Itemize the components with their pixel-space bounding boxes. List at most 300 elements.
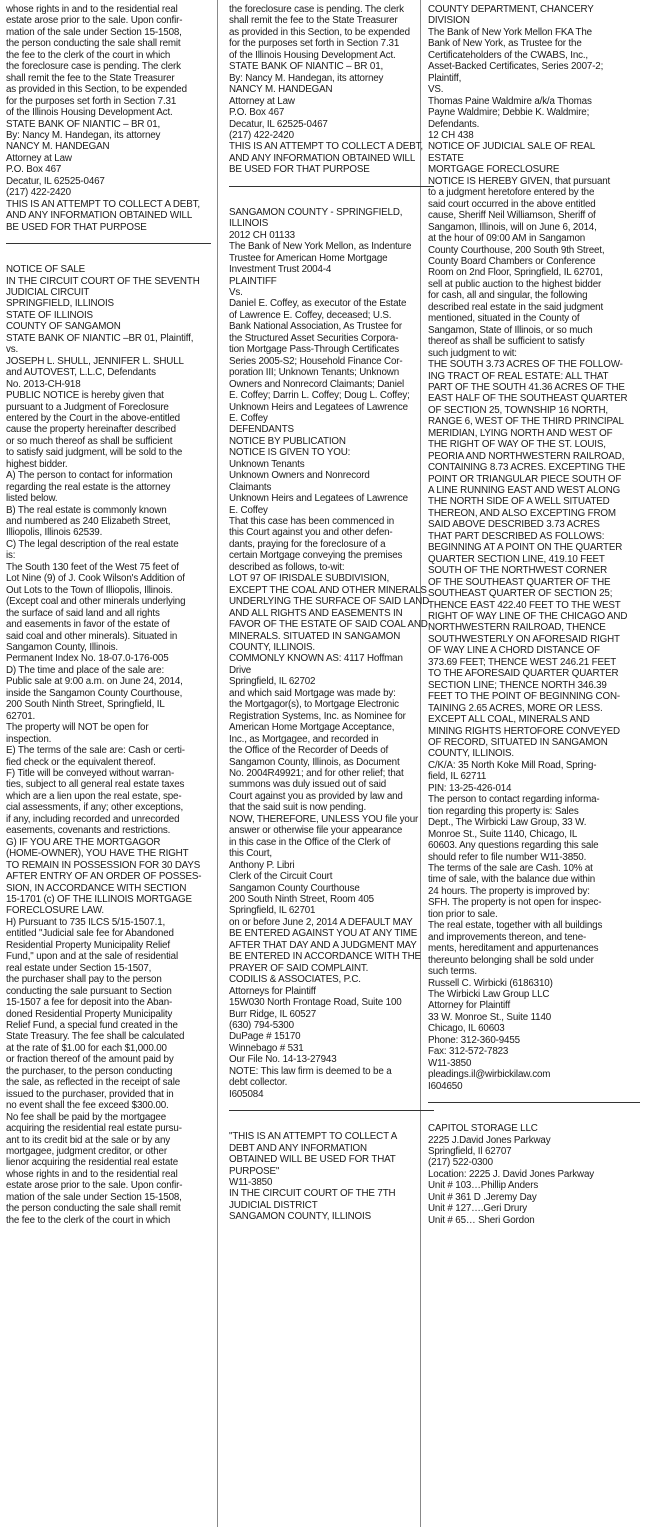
notice-text-line: COUNTY OF SANGAMON (6, 321, 121, 333)
notice-text-line: Dept., The Wirbicki Law Group, 33 W. (428, 817, 587, 829)
notice-text-line: (217) 422-2420 (6, 187, 71, 199)
notice-text-line: issued to the purchaser, provided that in (6, 1088, 174, 1100)
notice-text-line: tion prior to sale. (428, 908, 498, 920)
notice-text-line: should refer to file number W11-3850. (428, 851, 587, 863)
notice-text-line: Residential Property Municipality Relief (6, 939, 170, 951)
notice-text-line: NANCY M. HANDEGAN (229, 84, 333, 96)
notice-text-line: Phone: 312-360-9455 (428, 1034, 520, 1046)
notice-text-line: STATE BANK OF NIANTIC – BR 01, (229, 61, 384, 73)
notice-text-line: EXCEPT THE COAL AND OTHER MINERALS (229, 584, 427, 596)
notice-text-line: Relief Fund, a special fund created in the (6, 1019, 178, 1031)
notice-text-line: Springfield, Il 62707 (428, 1145, 512, 1157)
notice-text-line: entitled "Judicial sale fee for Abandoned (6, 928, 174, 940)
notice-text-line: RANGE 6, WEST OF THE THIRD PRINCIPAL (428, 416, 624, 428)
notice-text-line: NOTICE BY PUBLICATION (229, 435, 346, 447)
notice-text-line: lienor acquiring the residential real estate (6, 1157, 179, 1169)
notice-text-line: or fraction thereof of the amount paid by (6, 1054, 174, 1066)
notice-text-line: 33 W. Monroe St., Suite 1140 (428, 1011, 552, 1023)
notice-text-line: SOUTHWESTERLY ON AFORESAID RIGHT (428, 633, 620, 645)
notice-text-line: Attorney at Law (229, 95, 295, 107)
notice-text-line: Thomas Paine Waldmire a/k/a Thomas (428, 95, 592, 107)
notice-text-line: 200 South Ninth Street, Springfield, IL (6, 699, 165, 711)
notice-text-line: COUNTY, ILLINOIS. (428, 748, 515, 760)
notice-text-line: fied check or the equivalent thereof. (6, 756, 156, 768)
notice-text-line: the person conducting the sale shall remit (6, 1203, 181, 1215)
notice-text-line: AND ANY INFORMATION OBTAINED WILL (229, 152, 416, 164)
notice-text-line: Attorney at Law (6, 152, 72, 164)
notice-text-line: at the rate of $1.00 for each $1,000.00 (6, 1042, 167, 1054)
notice-text-line: The Bank of New York Mellon FKA The (428, 26, 592, 38)
notice-text-line: THEREON, AND ALSO EXCEPTING FROM (428, 507, 616, 519)
notice-text-line: PIN: 13-25-426-014 (428, 782, 512, 794)
notice-text-line: SION, IN ACCORDANCE WITH SECTION (6, 882, 187, 894)
notice-text-line: or so much thereof as shall be sufficient (6, 435, 173, 447)
notice-text-line: DIVISION (428, 15, 470, 27)
notice-text-line: Clerk of the Circuit Court (229, 871, 333, 883)
notice-text-line: and AUTOVEST, L.L.C, Defendants (6, 367, 156, 379)
notice-text-line: (630) 794-5300 (229, 1019, 294, 1031)
notice-text-line: estate arose prior to the sale. Upon confir- (6, 15, 183, 27)
notice-text-line: IN THE CIRCUIT COURT OF THE SEVENTH (6, 275, 200, 287)
notice-text-line: Springfield, IL 62702 (229, 676, 316, 688)
notice-text-line: C/K/A: 35 North Koke Mill Road, Spring- (428, 759, 597, 771)
notice-text-line: Location: 2225 J. David Jones Parkway (428, 1168, 594, 1180)
notice-text-line: THE NORTH SIDE OF A WELL SITUATED (428, 496, 610, 508)
notice-gap (229, 1120, 434, 1131)
notice-separator-rule (229, 176, 434, 196)
notice-text-line: The South 130 feet of the West 75 feet of (6, 561, 179, 573)
notice-text-line: SOUTH OF THE NORTHWEST CORNER (428, 565, 608, 577)
notice-text-line: THE RIGHT OF WAY OF THE ST. LOUIS, (428, 439, 606, 451)
notice-text-line: By: Nancy M. Handegan, its attorney (229, 72, 384, 84)
notice-text-line: Sangamon County, Illinois, as Document (229, 756, 400, 768)
notice-text-line: and numbered as 240 Elizabeth Street, (6, 516, 171, 528)
notice-text-line: whose rights in and to the residential real (6, 1168, 178, 1180)
notice-text-line: FAVOR OF THE ESTATE OF SAID COAL AND (229, 619, 428, 631)
notice-text-line: The Wirbicki Law Group LLC (428, 988, 550, 1000)
notice-text-line: Unknown Tenants (229, 458, 305, 470)
notice-text-line: E) The terms of the sale are: Cash or certi- (6, 745, 185, 757)
notice-text-line: NOTE: This law firm is deemed to be a (229, 1065, 392, 1077)
notice-text-line: easements, covenants and restrictions. (6, 825, 171, 837)
notice-text-line: Unknown Heirs and Legatees of Lawrence (229, 401, 408, 413)
notice-text-line: the purchaser, to the person conducting (6, 1065, 173, 1077)
notice-text-line: OF RECORD, SITUATED IN SANGAMON (428, 737, 608, 748)
notice-text-line: highest bidder. (6, 458, 68, 470)
notice-text-line: B) The real estate is commonly known (6, 504, 167, 516)
notice-text-line: No fee shall be paid by the mortgagee (6, 1111, 167, 1123)
notice-text-line: D) The time and place of the sale are: (6, 664, 165, 676)
notice-text-line: OF THE SOUTHEAST QUARTER OF THE (428, 576, 611, 588)
notice-text-line: (HOME-OWNER), YOU HAVE THE RIGHT (6, 848, 189, 860)
notice-text-line: field, IL 62711 (428, 771, 487, 783)
notice-text-line: which are a lien upon the real estate, spe- (6, 790, 182, 802)
notice-text-line: COUNTY DEPARTMENT, CHANCERY (428, 4, 594, 15)
notice-text-line: 62701. (6, 710, 36, 722)
notice-text-line: mortgagee, judgment creditor, or other (6, 1145, 167, 1157)
notice-text-line: JUDICIAL CIRCUIT (6, 286, 90, 298)
notice-text-line: American Home Mortgage Acceptance, (229, 722, 395, 734)
notice-text-line: tion Mortgage Pass-Through Certificates (229, 344, 400, 356)
notice-text-line: SECTION LINE; THENCE NORTH 346.39 (428, 679, 607, 691)
notice-text-line: STATE OF ILLINOIS (6, 309, 93, 321)
notice-text-line: that the said suit is now pending. (229, 802, 367, 814)
notice-text-line: as provided in this Section, to be expended (6, 84, 187, 96)
notice-text-line: 15W030 North Frontage Road, Suite 100 (229, 997, 402, 1009)
notice-text-line: 200 South Ninth Street, Room 405 (229, 893, 374, 905)
notice-text-line: said court occurred in the above entitled (428, 198, 596, 210)
notice-separator-rule (428, 1092, 640, 1112)
notice-text-line: The person to contact regarding informa- (428, 794, 600, 806)
notice-text-line: E. Coffey (229, 412, 268, 424)
notice-text-line: regarding the real estate is the attorney (6, 481, 171, 493)
notice-text-line: G) IF YOU ARE THE MORTGAGOR (6, 836, 161, 848)
notice-text-line: Claimants (229, 481, 272, 493)
notice-text-line: Public sale at 9:00 a.m. on June 24, 2014, (6, 676, 183, 688)
legal-notice-block (428, 4, 640, 1092)
notice-text-line: The Bank of New York Mellon, as Indenture (229, 241, 412, 253)
notice-text-line: time of sale, with the balance due within (428, 874, 596, 886)
notice-text-line: the Mortgagor(s), to Mortgage Electronic (229, 699, 399, 711)
notice-text-line: THIS IS AN ATTEMPT TO COLLECT A DEBT, (229, 141, 423, 153)
column-2 (229, 4, 434, 1223)
notice-text-line: DEBT AND ANY INFORMATION (229, 1142, 367, 1154)
notice-text-line: Certificateholders of the CWABS, Inc., (428, 49, 589, 61)
notice-text-line: H) Pursuant to 735 ILCS 5/15-1507.1, (6, 916, 166, 928)
notice-text-line: NOTICE IS GIVEN TO YOU: (229, 447, 351, 459)
notice-text-line: THENCE EAST 422.40 FEET TO THE WEST (428, 599, 621, 611)
notice-text-line: 15-1507 a fee for deposit into the Aban- (6, 997, 173, 1009)
notice-text-line: shall remit the fee to the State Treasurer (229, 15, 398, 27)
notice-text-line: 2012 CH 01133 (229, 229, 295, 241)
notice-text-line: County Courthouse, 200 South 9th Street, (428, 244, 605, 256)
notice-text-line: STATE BANK OF NIANTIC –BR 01, Plaintiff, (6, 332, 194, 344)
notice-text-line: listed below. (6, 493, 58, 505)
notice-text-line: Sangamon County, Illinois. (6, 642, 118, 654)
notice-text-line: SAID ABOVE DESCRIBED 3.73 ACRES (428, 519, 600, 531)
notice-text-line: EAST HALF OF THE SOUTHEAST QUARTER (428, 393, 628, 405)
notice-text-line: BE USED FOR THAT PURPOSE (229, 164, 370, 176)
notice-text-line: for the purposes set forth in Section 7.31 (6, 95, 177, 107)
notice-text-line: W11-3850 (229, 1176, 273, 1188)
notice-text-line: Court against you as provided by law and (229, 790, 403, 802)
notice-text-line: Sangamon, State of Illinois, or so much (428, 324, 593, 336)
notice-text-line: Our File No. 14-13-27943 (229, 1054, 337, 1066)
notice-text-line: the person conducting the sale shall remit (6, 38, 181, 50)
notice-text-line: AND ANY INFORMATION OBTAINED WILL (6, 210, 193, 222)
notice-text-line: TAINING 2.65 ACRES, MORE OR LESS. (428, 702, 603, 714)
notice-text-line: Owners and Nonrecord Claimants; Daniel (229, 378, 405, 390)
notice-text-line: the surface of said land and all rights (6, 607, 160, 619)
notice-text-line: cial assessments, if any; other exceptions, (6, 802, 184, 814)
notice-text-line: described as follows, to-wit: (229, 561, 345, 573)
notice-text-line: County Board Chambers or Conference (428, 255, 596, 267)
notice-text-line: POINT OR TRIANGULAR PIECE SOUTH OF (428, 473, 622, 485)
notice-text-line: estate arose prior to the sale. Upon confir- (6, 1180, 183, 1192)
notice-text-line: is: (6, 550, 16, 562)
notice-text-line: Unknown Owners and Nonrecord (229, 470, 370, 482)
notice-text-line: NORTHWESTERN RAILROAD, THENCE (428, 622, 606, 634)
notice-text-line: Drive (229, 664, 252, 676)
notice-text-line: Trustee for American Home Mortgage (229, 252, 388, 264)
notice-text-line: SOUTHEAST QUARTER OF SECTION 25; (428, 588, 613, 600)
notice-text-line: E. Coffey (229, 504, 268, 516)
notice-text-line: PURPOSE" (229, 1165, 280, 1177)
notice-text-line: 15-1701 (c) OF THE ILLINOIS MORTGAGE (6, 893, 192, 905)
notice-text-line: State Treasury. The fee shall be calculated (6, 1031, 185, 1043)
notice-text-line: whose rights in and to the residential real (6, 4, 178, 15)
notice-text-line: this Court, (229, 848, 272, 860)
notice-text-line: OBTAINED WILL BE USED FOR THAT (229, 1154, 396, 1166)
legal-notice-block (229, 207, 434, 1100)
notice-text-line: SANGAMON COUNTY - SPRINGFIELD, (229, 206, 403, 218)
notice-text-line: the fee to the clerk of the court in which (6, 1214, 171, 1226)
notice-text-line: Sangamon, Illinois, will on June 6, 2014, (428, 221, 597, 233)
notice-text-line: UNDERLYING THE SURFACE OF SAID LAND (229, 596, 430, 608)
notice-text-line: MINING RIGHTS HERTOFORE CONVEYED (428, 725, 620, 737)
notice-text-line: STATE BANK OF NIANTIC – BR 01, (6, 118, 161, 130)
notice-separator-rule (6, 233, 211, 253)
notice-text-line: SANGAMON COUNTY, ILLINOIS (229, 1211, 371, 1223)
notice-text-line: debt collector. (229, 1077, 288, 1089)
notice-text-line: PUBLIC NOTICE is hereby given that (6, 390, 164, 402)
notice-text-line: the foreclosure case is pending. The clerk (6, 61, 181, 73)
notice-gap (229, 196, 434, 207)
notice-text-line: entered by the Court in the above-entitled (6, 412, 180, 424)
notice-text-line: E. Coffey; Darrin L. Coffey; Doug L. Coffey; (229, 390, 410, 402)
notice-text-line: ments, hereditament and appurtenances (428, 943, 599, 955)
notice-text-line: certain Mortgage conveying the premises (229, 550, 403, 562)
notice-text-line: LOT 97 OF IRISDALE SUBDIVISION, (229, 573, 390, 585)
notice-text-line: summons was duly issued out of said (229, 779, 387, 791)
notice-text-line: NOW, THEREFORE, UNLESS YOU file your (229, 813, 419, 825)
notice-text-line: ILLINOIS (229, 218, 269, 230)
notice-text-line: COUNTY, ILLINOIS. (229, 642, 316, 654)
notice-text-line: on or before June 2, 2014 A DEFAULT MAY (229, 916, 413, 928)
legal-notice-block (428, 1123, 640, 1226)
notice-text-line: MORTGAGE FORECLOSURE (428, 164, 560, 176)
notice-text-line: 60603. Any questions regarding this sale (428, 840, 599, 852)
notice-text-line: inspection. (6, 733, 52, 745)
notice-text-line: No. 2013-CH-918 (6, 378, 81, 390)
notice-text-line: MINERALS. SITUATED IN SANGAMON (229, 630, 401, 642)
notice-text-line: QUARTER SECTION LINE, 419.10 FEET (428, 553, 605, 565)
notice-text-line: By: Nancy M. Handegan, its attorney (6, 129, 161, 141)
notice-text-line: CAPITOL STORAGE LLC (428, 1123, 538, 1135)
notice-text-line: Fax: 312-572-7823 (428, 1046, 509, 1058)
notice-text-line: BE USED FOR THAT PURPOSE (6, 221, 147, 233)
notice-text-line: Chicago, IL 60603 (428, 1023, 505, 1035)
notice-text-line: if any, including recorded and unrecorded (6, 813, 180, 825)
notice-text-line: THE SOUTH 3.73 ACRES OF THE FOLLOW- (428, 359, 623, 371)
notice-text-line: the Office of the Recorder of Deeds of (229, 745, 389, 757)
notice-text-line: this Court against you and other defen- (229, 527, 393, 539)
notice-text-line: to a judgment heretofore entered by the (428, 187, 595, 199)
notice-text-line: shall remit the fee to the State Treasurer (6, 72, 175, 84)
notice-text-line: answer or otherwise file your appearance (229, 825, 403, 837)
notice-text-line: tion regarding this property is: Sales (428, 805, 579, 817)
notice-text-line: 373.69 FEET; THENCE WEST 246.21 FEET (428, 656, 617, 668)
notice-text-line: The property will NOT be open for (6, 722, 149, 734)
notice-text-line: (Except coal and other minerals underlying (6, 596, 186, 608)
notice-text-line: (217) 522-0300 (428, 1157, 493, 1169)
notice-text-line: Room on 2nd Floor, Springfield, IL 62701, (428, 267, 603, 279)
notice-text-line: as provided in this Section, to be expended (229, 26, 410, 38)
notice-text-line: the foreclosure case is pending. The clerk (229, 4, 404, 15)
notice-text-line: The real estate, together with all buildings (428, 920, 603, 932)
notice-text-line: Payne Waldmire; Debbie K. Waldmire; (428, 107, 590, 119)
notice-text-line: mation of the sale under Section 15-1508, (6, 1191, 182, 1203)
notice-text-line: inside the Sangamon County Courthouse, (6, 687, 183, 699)
notice-text-line: MERIDIAN, LYING NORTH AND WEST OF (428, 427, 613, 439)
notice-text-line: FORECLOSURE LAW. (6, 905, 104, 917)
notice-text-line: Anthony P. Libri (229, 859, 295, 871)
column-1 (6, 4, 211, 1226)
notice-text-line: Registration Systems, Inc. as Nominee for (229, 710, 406, 722)
notice-text-line: Inc., as Mortgagee, and recorded in (229, 733, 379, 745)
notice-text-line: DuPage # 15170 (229, 1031, 301, 1043)
notice-text-line: and easements in favor of the estate of (6, 619, 170, 631)
notice-text-line: A LINE RUNNING EAST AND WEST ALONG (428, 485, 621, 497)
notice-gap (428, 1112, 640, 1123)
notice-text-line: Decatur, IL 62525-0467 (6, 175, 105, 187)
notice-text-line: Winnebago # 531 (229, 1042, 304, 1054)
notice-text-line: pleadings.il@wirbickilaw.com (428, 1069, 551, 1081)
notice-text-line: F) Title will be conveyed without warran- (6, 768, 175, 779)
notice-text-line: PLAINTIFF (229, 275, 277, 287)
notice-text-line: Asset-Backed Certificates, Series 2007-2; (428, 61, 604, 73)
notice-text-line: Unknown Heirs and Legatees of Lawrence (229, 493, 408, 505)
notice-text-line: BE ENTERED IN ACCORDANCE WITH THE (229, 951, 421, 963)
notice-text-line: of the Illinois Housing Development Act. (6, 107, 173, 119)
notice-text-line: doned Residential Property Municipality (6, 1008, 173, 1020)
notice-text-line: vs. (6, 344, 19, 356)
notice-text-line: No. 2004R49921; and for other relief; that (229, 768, 404, 779)
notice-text-line: AND ALL RIGHTS AND EASEMENTS IN (229, 607, 403, 619)
legal-notice-block (229, 1131, 434, 1223)
notice-text-line: and improvements thereon, and tene- (428, 931, 587, 943)
notice-text-line: Lot Nine (9) of J. Cook Wilson's Addition of (6, 573, 185, 585)
notice-text-line: said coal and other minerals). Situated in (6, 630, 178, 642)
notice-text-line: in this case in the Office of the Clerk of (229, 836, 391, 848)
notice-text-line: mation of the sale under Section 15-1508, (6, 26, 182, 38)
notice-text-line: ESTATE (428, 152, 464, 164)
notice-text-line: the purchaser shall pay to the person (6, 974, 162, 986)
notice-text-line: the sale, as reflected in the receipt of sale (6, 1077, 181, 1089)
notice-text-line: JUDICIAL DISTRICT (229, 1199, 318, 1211)
legal-notice-block (229, 4, 434, 176)
notice-text-line: Attorneys for Plaintiff (229, 985, 316, 997)
notice-text-line: Monroe St., Suite 1140, Chicago, IL (428, 828, 578, 840)
notice-text-line: Out Lots to the Town of Illiopolis, Illinois. (6, 584, 173, 596)
notice-separator-rule (229, 1100, 434, 1120)
notice-text-line: PEORIA AND NORTHWESTERN RAILROAD, (428, 450, 625, 462)
notice-text-line: IN THE CIRCUIT COURT OF THE 7TH (229, 1188, 396, 1200)
notice-text-line: Bank of New York, as Trustee for the (428, 38, 582, 50)
notice-text-line: Unit # 127….Geri Drury (428, 1203, 528, 1215)
notice-text-line: That this case has been commenced in (229, 516, 395, 528)
notice-text-line: NOTICE OF JUDICIAL SALE OF REAL (428, 141, 596, 153)
notice-text-line: Russell C. Wirbicki (6186310) (428, 977, 553, 989)
notice-text-line: The terms of the sale are Cash. 10% at (428, 862, 593, 874)
notice-text-line: to satisfy said judgment, will be sold to the (6, 447, 183, 459)
notice-text-line: NOTICE OF SALE (6, 264, 86, 276)
notice-text-line: thereof as shall be sufficient to satisfy (428, 336, 585, 348)
notice-text-line: NANCY M. HANDEGAN (6, 141, 110, 153)
notice-text-line: conducting the sale pursuant to Section (6, 985, 172, 997)
notice-text-line: NOTICE IS HEREBY GIVEN, that pursuant (428, 175, 611, 187)
notice-text-line: 12 CH 438 (428, 129, 474, 141)
notice-text-line: Fund," upon and at the sale of residential (6, 951, 179, 963)
notice-text-line: PART OF THE SOUTH 41.36 ACRES OF THE (428, 381, 625, 393)
notice-text-line: VS. (428, 84, 444, 96)
legal-notice-block (6, 4, 211, 233)
notice-text-line: I604650 (428, 1080, 463, 1092)
notice-text-line: poration III; Unknown Tenants; Unknown (229, 367, 400, 379)
notice-text-line: CODILIS & ASSOCIATES, P.C. (229, 974, 361, 986)
notice-text-line: cause the property hereinafter described (6, 424, 176, 436)
notice-text-line: THIS IS AN ATTEMPT TO COLLECT A DEBT, (6, 198, 200, 210)
notice-text-line: CONTAINING 8.73 ACRES. EXCEPTING THE (428, 462, 626, 474)
notice-text-line: Bank National Association, As Trustee for (229, 321, 403, 333)
notice-text-line: PRAYER OF SAID COMPLAINT. (229, 962, 369, 974)
notice-text-line: AFTER THAT DAY AND A JUDGMENT MAY (229, 939, 417, 951)
notice-text-line: Decatur, IL 62525-0467 (229, 118, 328, 130)
notice-text-line: Series 2005-S2; Household Finance Cor- (229, 355, 403, 367)
column-3 (428, 4, 640, 1226)
notice-text-line: cause, Sheriff Neil Williamson, Sheriff of (428, 210, 596, 222)
notice-text-line: OF WAY LINE A CHORD DISTANCE OF (428, 645, 600, 657)
notice-text-line: RIGHT OF WAY LINE OF THE CHICAGO AND (428, 611, 628, 623)
notice-gap (6, 253, 211, 264)
notice-text-line: Unit # 65… Sheri Gordon (428, 1214, 535, 1226)
notice-text-line: COMMONLY KNOWN AS: 4117 Hoffman (229, 653, 403, 665)
notice-text-line: JOSEPH L. SHULL, JENNIFER L. SHULL (6, 355, 184, 367)
notice-text-line: EXCEPT ALL COAL, MINERALS AND (428, 714, 590, 726)
notice-text-line: the fee to the clerk of the court in which (6, 49, 171, 61)
notice-text-line: and which said Mortgage was made by: (229, 687, 396, 699)
notice-text-line: acquiring the residential real estate pursu- (6, 1123, 182, 1135)
notice-text-line: (217) 422-2420 (229, 129, 294, 141)
notice-text-line: SPRINGFIELD, ILLINOIS (6, 298, 114, 310)
notice-text-line: Plaintiff, (428, 72, 462, 84)
notice-text-line: such terms. (428, 966, 477, 978)
legal-notice-block (6, 264, 211, 1226)
notice-text-line: of the Illinois Housing Development Act. (229, 49, 396, 61)
notice-text-line: at the hour of 09:00 AM in Sangamon (428, 233, 586, 245)
notice-text-line: thereunto belonging shall be sold under (428, 954, 594, 966)
notice-text-line: Sangamon County Courthouse (229, 882, 360, 894)
notice-text-line: P.O. Box 467 (6, 164, 62, 176)
notice-text-line: A) The person to contact for information (6, 470, 173, 482)
notice-text-line: W11-3850 (428, 1057, 472, 1069)
column-divider-1 (217, 0, 218, 1527)
notice-text-line: such judgment to wit: (428, 347, 517, 359)
notice-text-line: ING TRACT OF REAL ESTATE: ALL THAT (428, 370, 609, 382)
notice-text-line: described real estate in the said judgment (428, 301, 604, 313)
notice-text-line: I605084 (229, 1088, 264, 1100)
notice-text-line: sell at public auction to the highest bidder (428, 278, 602, 290)
notice-text-line: 24 hours. The property is improved by: (428, 885, 590, 897)
notice-text-line: for cash, all and singular, the following (428, 290, 588, 302)
notice-text-line: mentioned, situated in the County of (428, 313, 580, 325)
notice-text-line: pursuant to a Judgment of Foreclosure (6, 401, 169, 413)
notice-text-line: BEGINNING AT A POINT ON THE QUARTER (428, 542, 623, 554)
notice-text-line: Springfield, IL 62701 (229, 905, 316, 917)
notice-text-line: SFH. The property is not open for inspec- (428, 897, 602, 909)
notice-text-line: the Structured Asset Securities Corpora- (229, 332, 399, 344)
notice-text-line: OF SECTION 25, TOWNSHIP 16 NORTH, (428, 404, 608, 416)
